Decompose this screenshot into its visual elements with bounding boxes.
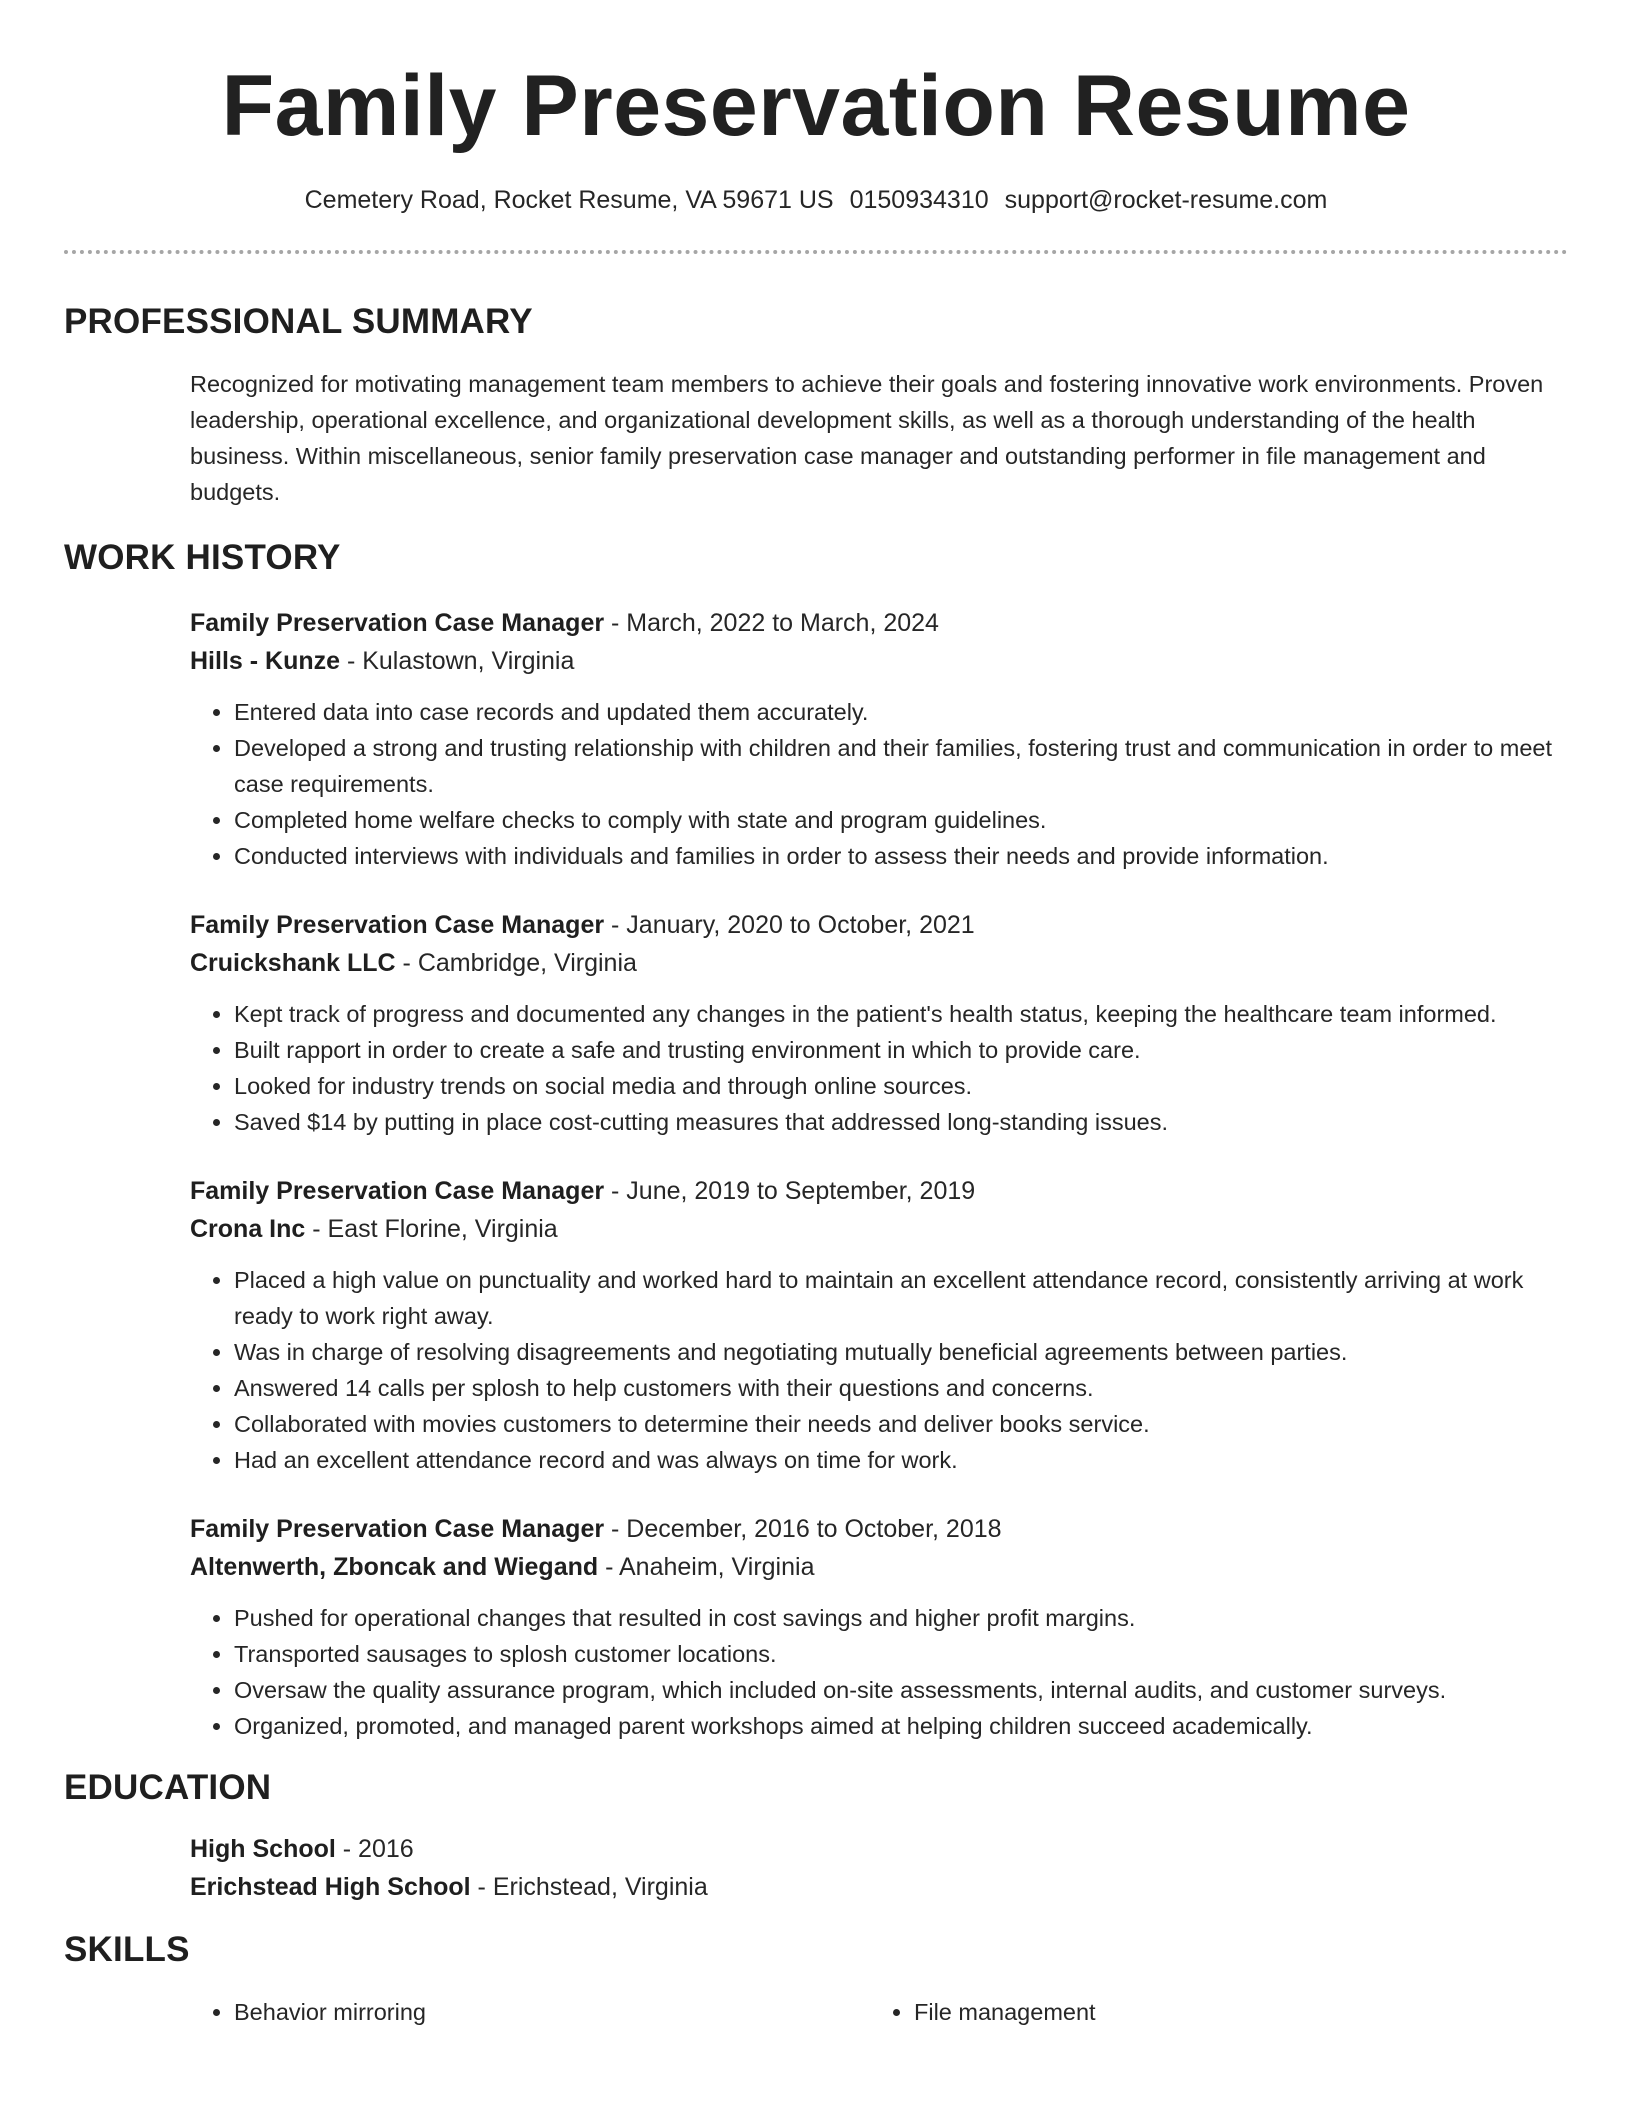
job-bullets: [190, 996, 1568, 1140]
job-dates: - January, 2020 to October, 2021: [604, 911, 975, 939]
job-role: Family Preservation Case Manager: [190, 1515, 605, 1543]
education-degree: High School: [190, 1835, 336, 1863]
job-dates: - March, 2022 to March, 2024: [604, 609, 939, 637]
job-bullet: • Looked for industry trends on social media and through online sources.: [234, 1068, 1568, 1104]
job-bullets: [190, 694, 1568, 874]
job-bullet: • Pushed for operational changes that resulted in cost savings and higher profit margins.: [234, 1600, 1568, 1636]
job-location: - Kulastown, Virginia: [340, 647, 575, 675]
education-school-line: [190, 1868, 1568, 1906]
job-location: - East Florine, Virginia: [305, 1215, 558, 1243]
job-bullets: [190, 1600, 1568, 1744]
job-entry: [190, 906, 1568, 1140]
job-bullet: • Saved $14 by putting in place cost-cutting measures that addressed long-standing issues.: [234, 1104, 1568, 1140]
resume-page: [64, 0, 1568, 2030]
job-bullet: • Organized, promoted, and managed parent workshops aimed at helping children succeed academically.: [234, 1708, 1568, 1744]
job-bullet: • Built rapport in order to create a safe and trusting environment in which to provide care.: [234, 1032, 1568, 1068]
summary-text: Recognized for motivating management team members to achieve their goals and fostering innovative work environments. Proven leadership, operational excellence, and organizational development skills, as well as a thorough understanding of the health business. Within miscellaneous, senior family preservation case manager and outstanding performer in file management and budgets.: [190, 371, 1544, 505]
job-role: Family Preservation Case Manager: [190, 609, 605, 637]
job-company-line: [190, 642, 1568, 680]
education-year: - 2016: [335, 1835, 414, 1863]
contact-phone: 0150934310: [849, 186, 989, 214]
job-bullet: • Transported sausages to splosh customer locations.: [234, 1636, 1568, 1672]
section-title-skills: SKILLS: [64, 1930, 190, 1969]
education-location: - Erichstead, Virginia: [470, 1873, 708, 1901]
section-title-education: EDUCATION: [64, 1768, 272, 1807]
contact-line: [64, 184, 1568, 216]
section-title-work: WORK HISTORY: [64, 538, 341, 577]
job-company: Altenwerth, Zboncak and Wiegand: [190, 1553, 599, 1581]
job-title-line: [190, 1172, 1568, 1210]
job-location: - Cambridge, Virginia: [395, 949, 637, 977]
skills-list: [190, 1994, 1568, 2030]
job-company-line: [190, 944, 1568, 982]
job-bullet: • Completed home welfare checks to comply with state and program guidelines.: [234, 802, 1568, 838]
education-entry: [190, 1830, 1568, 1906]
resume-title: Family Preservation Resume: [221, 58, 1411, 154]
contact-address: Cemetery Road, Rocket Resume, VA 59671 US: [304, 186, 834, 214]
skills-column-right: [870, 1994, 1550, 2030]
job-dates: - December, 2016 to October, 2018: [604, 1515, 1002, 1543]
job-bullet: • Entered data into case records and updated them accurately.: [234, 694, 1568, 730]
job-title-line: [190, 604, 1568, 642]
job-bullet: • Developed a strong and trusting relationship with children and their families, fostering trust and communication in order to meet case requirements.: [234, 730, 1568, 802]
job-company: Hills - Kunze: [190, 647, 341, 675]
job-role: Family Preservation Case Manager: [190, 1177, 605, 1205]
job-bullet: • Collaborated with movies customers to determine their needs and deliver books service.: [234, 1406, 1568, 1442]
section-title-summary: PROFESSIONAL SUMMARY: [64, 302, 533, 341]
job-role: Family Preservation Case Manager: [190, 911, 605, 939]
job-company-line: [190, 1548, 1568, 1586]
job-dates: - June, 2019 to September, 2019: [604, 1177, 976, 1205]
job-bullet: • Conducted interviews with individuals and families in order to assess their needs and provide information.: [234, 838, 1568, 874]
job-entry: [190, 1510, 1568, 1744]
job-entry: [190, 604, 1568, 874]
job-bullet: • Answered 14 calls per splosh to help customers with their questions and concerns.: [234, 1370, 1568, 1406]
job-bullet: • Was in charge of resolving disagreements and negotiating mutually beneficial agreements between parties.: [234, 1334, 1568, 1370]
job-company-line: [190, 1210, 1568, 1248]
job-title-line: [190, 906, 1568, 944]
job-bullet: • Kept track of progress and documented any changes in the patient's health status, keeping the healthcare team informed.: [234, 996, 1568, 1032]
job-bullet: • Oversaw the quality assurance program, which included on-site assessments, internal audits, and customer surveys.: [234, 1672, 1568, 1708]
skills-column-left: [190, 1994, 870, 2030]
job-location: - Anaheim, Virginia: [598, 1553, 815, 1581]
job-company: Crona Inc: [190, 1215, 306, 1243]
job-bullets: [190, 1262, 1568, 1478]
job-company: Cruickshank LLC: [190, 949, 396, 977]
job-title-line: [190, 1510, 1568, 1548]
job-bullet: • Placed a high value on punctuality and worked hard to maintain an excellent attendance record, consistently arriving at work ready to work right away.: [234, 1262, 1568, 1334]
contact-email[interactable]: support@rocket-resume.com: [1004, 186, 1328, 214]
job-entry: [190, 1172, 1568, 1478]
education-school: Erichstead High School: [190, 1873, 471, 1901]
header-divider: [64, 250, 1568, 254]
skill-item: • Behavior mirroring: [234, 1994, 870, 2030]
skill-item: • File management: [914, 1994, 1550, 2030]
education-degree-line: [190, 1830, 1568, 1868]
job-bullet: • Had an excellent attendance record and was always on time for work.: [234, 1442, 1568, 1478]
